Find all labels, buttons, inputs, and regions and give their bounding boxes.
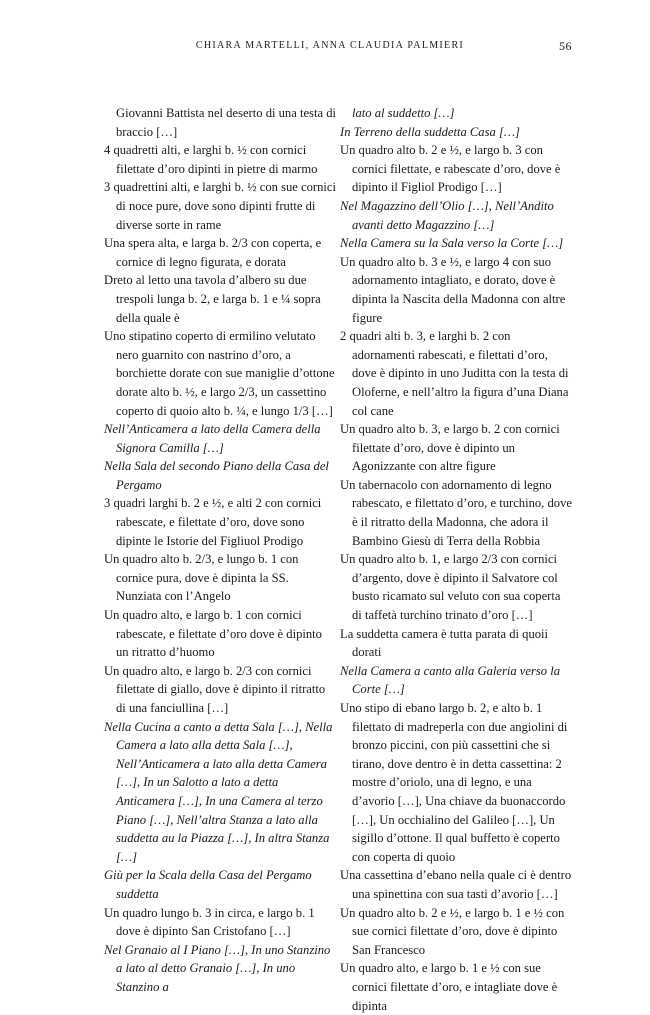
- location-heading: Nell’Anticamera a lato della Camera della Signora Camilla […]: [104, 422, 321, 455]
- page-number: 56: [559, 39, 572, 53]
- location-heading: Nel Magazzino dell’Olio […], Nell’Andito avanti detto Magazzino […]: [340, 198, 554, 232]
- right-column: [340, 104, 572, 1015]
- inventory-entry: 3 quadri larghi b. 2 e ½, e alti 2 con cornici rabescate, e filettate d’oro, dove sono dipinte le Istorie del Figliuol Prodigo: [104, 496, 322, 548]
- location-heading: Nel Granaio al I Piano […], In uno Stanzino a lato al detto Granaio […], In uno Stanzino a: [104, 942, 331, 994]
- running-head-authors: CHIARA MARTELLI, ANNA CLAUDIA PALMIERI: [195, 40, 465, 51]
- inventory-entry: Un quadro alto b. 3, e largo b. 2 con cornici filettate d’oro, dove è dipinto un Agonizzante con altre figure: [340, 422, 560, 474]
- left-column: [104, 104, 336, 997]
- inventory-entry: Uno stipo di ebano largo b. 2, e alto b. 1 filettato di madreperla con due angiolini di bronzo piccini, con più cassettini che si tirano, dove dentro è in detta cassettina: 2 mostre d’oriolo, una di legno, e una d’avorio […], Una chiave da buonaccordo […], Un occhialino del Galileo […], Un sigillo d’ottone. Il qual buffetto è coperto con coperta di quoio: [340, 701, 568, 864]
- running-head: [0, 40, 650, 51]
- inventory-entry: Un quadro alto, e largo b. 1 con cornici rabescate, e filettate d’oro dove è dipinto un ritratto d’huomo: [104, 608, 322, 660]
- inventory-entry: Giovanni Battista nel deserto di una testa di braccio […]: [116, 106, 336, 139]
- inventory-entry: 3 quadrettini alti, e larghi b. ½ con sue cornici di noce pure, dove sono dipinti frutte di diverse sorte in rame: [104, 180, 336, 232]
- location-heading: Nella Cucina a canto a detta Sala […], Nella Camera a lato alla detta Sala […], Nell’Anticamera a lato alla detta Camera […], In un Salotto a lato a detta Anticamera […], In una Camera al terzo Piano […], Nell’altra Stanza a lato alla suddetta au la Piazza […], In altra Stanza […]: [104, 719, 333, 864]
- location-heading: Nella Sala del secondo Piano della Casa del Pergamo: [104, 459, 329, 492]
- location-heading: Nella Camera a canto alla Galeria verso la Corte […]: [340, 663, 561, 697]
- inventory-entry: Dreto al letto una tavola d’albero su due trespoli lunga b. 2, e larga b. 1 e ¼ sopra della quale è: [104, 273, 321, 325]
- inventory-entry: La suddetta camera è tutta parata di quoii dorati: [340, 626, 549, 660]
- inventory-entry: Una spera alta, e larga b. 2/3 con coperta, e cornice di legno figurata, e dorata: [104, 236, 322, 269]
- inventory-entry: Un tabernacolo con adornamento di legno rabescato, e filettato d’oro, e turchino, dove è il ritratto della Madonna, che adora il Bambino Giesù di Terra della Robbia: [340, 477, 572, 548]
- inventory-entry: Un quadro alto, e largo b. 1 e ½ con sue cornici filettate d’oro, e intagliate dove è dipinta: [340, 961, 558, 1013]
- location-heading: In Terreno della suddetta Casa […]: [340, 124, 520, 139]
- inventory-entry: Un quadro alto b. 2 e ½, e largo b. 3 con cornici filettate, e rabescate d’oro, dove è dipinto il Figliol Prodigo […]: [340, 143, 561, 195]
- inventory-entry: Un quadro alto b. 2 e ½, e largo b. 1 e ½ con sue cornici filettate d’oro, dove è dipinto San Francesco: [340, 905, 565, 957]
- inventory-entry: 2 quadri alti b. 3, e larghi b. 2 con adornamenti rabescati, e filettati d’oro, dove è dipinto in uno Juditta con la testa di Oloferne, e nell’altro la figura d’una Diana col cane: [340, 329, 569, 418]
- inventory-entry: Una cassettina d’ebano nella quale ci è dentro una spinettina con sua tasti d’avorio […]: [340, 868, 572, 901]
- inventory-entry: Uno stipatino coperto di ermilino velutato nero guarnito con nastrino d’oro, a borchiette dorate con sue maniglie d’ottone dorate alto b. ½, e largo 2/3, un cassettino coperto di quoio alto b. ¼, e lungo 1/3 […]: [104, 329, 335, 418]
- inventory-entry: Un quadro alto, e largo b. 2/3 con cornici filettate di giallo, dove è dipinto il ritratto di una fanciullina […]: [104, 663, 326, 715]
- inventory-entry: Un quadro alto b. 1, e largo 2/3 con cornici d’argento, dove è dipinto il Salvatore col busto ricamato sul veluto con sua coperta di taffetà turchino trinato d’oro […]: [340, 552, 561, 623]
- location-heading: Giù per la Scala della Casa del Pergamo suddetta: [104, 868, 312, 901]
- inventory-entry: 4 quadretti alti, e larghi b. ½ con cornici filettate d’oro dipinti in pietre di marmo: [104, 143, 318, 176]
- inventory-entry: Un quadro alto b. 2/3, e lungo b. 1 con cornice pura, dove è dipinta la SS. Nunziata con l’Angelo: [104, 552, 299, 604]
- inventory-entry: Un quadro lungo b. 3 in circa, e largo b. 1 dove è dipinto San Cristofano […]: [104, 905, 315, 939]
- inventory-entry: Un quadro alto b. 3 e ½, e largo 4 con suo adornamento intagliato, e dorato, dove è dipinta la Nascita della Madonna con altre figure: [340, 254, 566, 325]
- location-heading: lato al suddetto […]: [352, 106, 455, 120]
- location-heading: Nella Camera su la Sala verso la Corte […]: [340, 236, 564, 251]
